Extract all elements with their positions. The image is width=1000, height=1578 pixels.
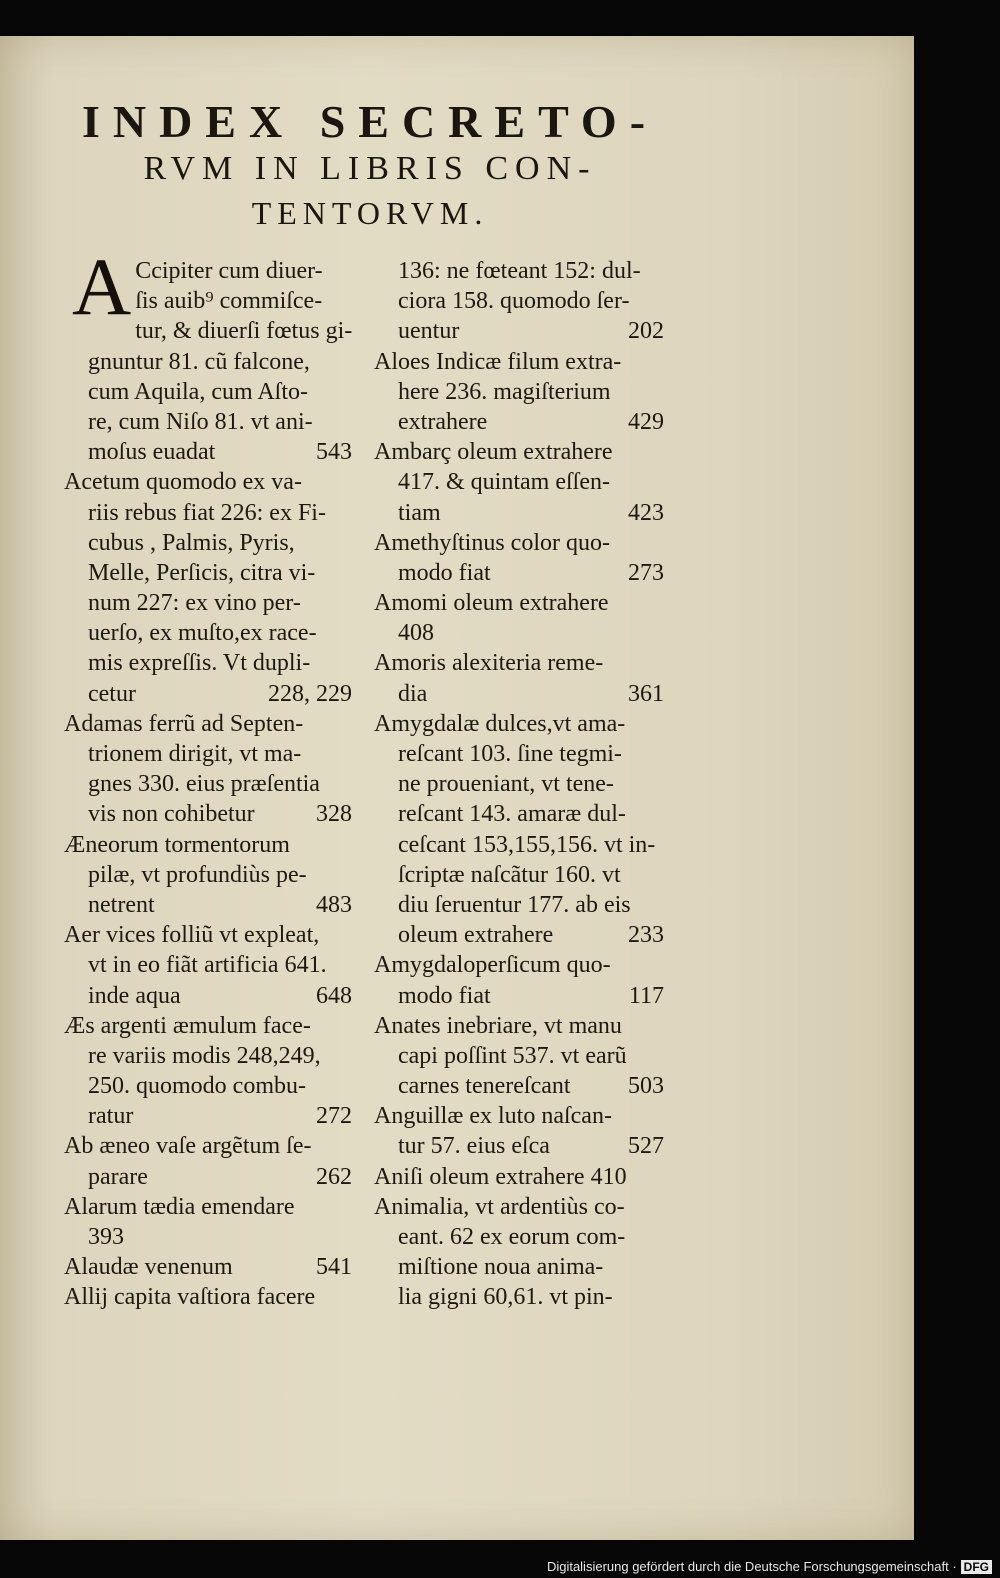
page-number: 483: [316, 891, 352, 918]
index-line: ratur 272: [64, 1101, 358, 1131]
index-line: inde aqua 648: [64, 981, 358, 1011]
page-number: 328: [316, 801, 352, 828]
index-line: cubus , Palmis, Pyris,: [88, 529, 295, 556]
index-line: reſcant 103. ſine tegmi-: [398, 741, 622, 767]
page-number: 228, 229: [268, 680, 352, 707]
index-line: tur 57. eius eſca 527: [374, 1131, 670, 1161]
page-number: 543: [316, 439, 352, 466]
index-entry: Animalia, vt ardentiùs co-: [374, 1193, 625, 1220]
index-entry: Amomi oleum extrahere: [374, 590, 609, 617]
index-line: modo fiat 117: [374, 981, 670, 1011]
index-line: vt in eo fiãt artificia 641.: [88, 952, 327, 979]
index-line: ceſcant 153,155,156. vt in-: [398, 831, 656, 858]
page-number: 423: [628, 499, 664, 526]
index-line: vis non cohibetur 328: [64, 799, 358, 829]
index-line: ſis auib⁹ commiſce-: [135, 288, 323, 315]
index-line: eant. 62 ex eorum com-: [398, 1224, 626, 1250]
page-number: 429: [628, 408, 664, 435]
index-entry: Anguillæ ex luto naſcan-: [374, 1103, 612, 1130]
index-line: here 236. magiſterium: [398, 378, 611, 405]
index-line: lia gigni 60,61. vt pin-: [398, 1284, 613, 1311]
page-number: 361: [628, 680, 664, 707]
index-entry: Amygdaloperſicum quo-: [374, 952, 611, 979]
digitization-credit: [547, 1559, 992, 1574]
index-line: gnuntur 81. cũ falcone,: [88, 348, 310, 375]
index-line: netrent 483: [64, 890, 358, 920]
page-number: 541: [316, 1254, 352, 1281]
index-line: uentur 202: [374, 316, 670, 346]
index-entry: Aniſi oleum extrahere 410: [374, 1163, 627, 1190]
index-line: 417. & quintam eſſen-: [398, 469, 610, 496]
index-line: gnes 330. eius præſentia: [88, 771, 320, 798]
index-line: carnes tenereſcant 503: [374, 1071, 670, 1101]
index-entry: Æs argenti æmulum face-: [64, 1012, 311, 1039]
index-entry: Alaudæ venenum 541: [64, 1252, 358, 1282]
index-line: pilæ, vt profundiùs pe-: [88, 861, 307, 888]
index-column-left: [64, 241, 358, 1313]
index-entry: Amethyſtinus color quo-: [374, 529, 610, 556]
index-line: cum Aquila, cum Aſto-: [88, 378, 308, 405]
index-line: mis expreſſis. Vt dupli-: [88, 650, 311, 677]
index-entry: Adamas ferrũ ad Septen-: [64, 710, 304, 737]
index-line: capi poſſint 537. vt earũ: [398, 1042, 627, 1069]
index-line: oleum extrahere 233: [374, 920, 670, 950]
index-title-line-1: INDEX SECRETO-: [81, 96, 659, 147]
page-number: 233: [628, 922, 664, 949]
dfg-logo: DFG: [961, 1560, 992, 1574]
index-line: ſcriptæ naſcãtur 160. vt: [398, 861, 621, 888]
index-line: 136: ne fœteant 152: dul-: [398, 258, 641, 284]
index-entry: Allij capita vaſtiora facere: [64, 1284, 316, 1311]
page-number: 202: [628, 318, 664, 345]
index-line: reſcant 143. amaræ dul-: [398, 801, 626, 828]
page-number: 273: [628, 559, 664, 586]
drop-cap: A: [72, 241, 132, 332]
index-line: parare 262: [64, 1162, 358, 1192]
index-entry: Amygdalæ dulces,vt ama-: [374, 710, 626, 737]
index-line: riis rebus fiat 226: ex Fi-: [88, 499, 326, 526]
page-number: 503: [628, 1073, 664, 1100]
index-entry: Ambarç oleum extrahere: [374, 439, 613, 466]
index-entry: Æneorum tormentorum: [64, 831, 290, 858]
index-line: uerſo, ex muſto,ex race-: [88, 620, 317, 647]
credit-text: Digitalisierung gefördert durch die Deutsche Forschungsgemeinschaft ·: [546, 1559, 957, 1574]
index-line: moſus euadat 543: [64, 437, 358, 467]
page-number: 272: [316, 1103, 352, 1130]
index-line: re variis modis 248,249,: [88, 1042, 321, 1069]
index-line: 408: [398, 620, 434, 647]
index-line: tiam 423: [374, 498, 670, 528]
index-entry: Amoris alexiteria reme-: [374, 650, 604, 677]
index-line: ciora 158. quomodo ſer-: [398, 288, 630, 315]
page-number: 648: [316, 982, 352, 1009]
index-entry: Aloes Indicæ filum extra-: [374, 348, 622, 375]
index-entry: Alarum tædia emendare: [64, 1193, 295, 1220]
index-line: diu ſeruentur 177. ab eis: [398, 891, 631, 918]
index-line: cetur 228, 229: [64, 679, 358, 709]
index-entry: Aer vices folliũ vt expleat,: [64, 922, 320, 949]
index-line: 393: [88, 1224, 124, 1250]
page-number: 262: [316, 1163, 352, 1190]
index-line: ne proueniant, vt tene-: [398, 771, 614, 798]
index-line: re, cum Niſo 81. vt ani-: [88, 408, 313, 435]
index-column-right: [374, 256, 670, 1313]
index-line: Melle, Perſicis, citra vi-: [88, 559, 316, 586]
index-line: dia 361: [374, 679, 670, 709]
index-title-line-3: TENTORVM.: [251, 195, 489, 231]
index-entry: Ab æneo vaſe argẽtum ſe-: [64, 1133, 312, 1160]
index-line: tur, & diuerſi fœtus gi-: [135, 318, 353, 345]
page-number: 527: [628, 1133, 664, 1160]
index-title-line-2: RVM IN LIBRIS CON-: [143, 150, 597, 187]
index-line: Ccipiter cum diuer-: [135, 258, 323, 284]
index-line: 250. quomodo combu-: [88, 1073, 306, 1100]
index-line: modo fiat 273: [374, 558, 670, 588]
index-entry: Anates inebriare, vt manu: [374, 1012, 622, 1039]
index-line: num 227: ex vino per-: [88, 590, 301, 617]
page-number: 117: [628, 982, 664, 1009]
index-line: trionem dirigit, vt ma-: [88, 741, 302, 767]
index-entry: Acetum quomodo ex va-: [64, 469, 302, 496]
index-line: miſtione noua anima-: [398, 1254, 604, 1281]
index-line: extrahere 429: [374, 407, 670, 437]
